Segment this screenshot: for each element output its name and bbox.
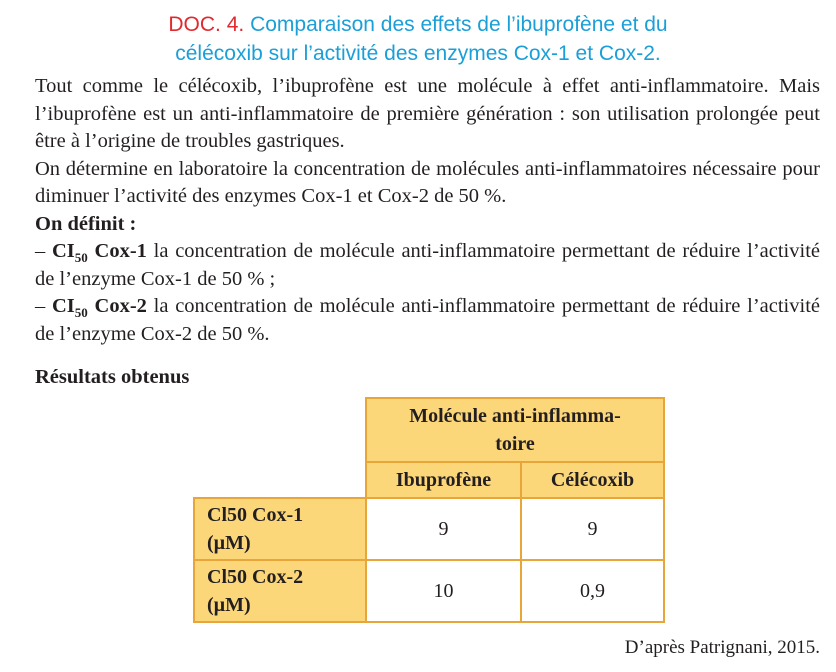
table-header-row [194,398,664,462]
document-title [0,10,836,68]
intro-paragraph-2: On détermine en laboratoire la concentration de molécules anti-inflammatoires nécessaire pour diminuer l’activité des enzymes Cox-1 et Cox-2 de 50 %. [35,157,820,207]
empty-corner-cell [194,462,366,498]
term-prefix: CI [52,295,75,317]
definition-dash: – [35,240,52,262]
term-suffix: Cox-1 [87,240,147,262]
definition-term [52,295,147,321]
empty-corner-cell [194,398,366,462]
column-header-celecoxib: Célécoxib [521,462,664,498]
intro-paragraph-1: Tout comme le célécoxib, l’ibuprofène est une molécule à effet anti-inflammatoire. Mais l’ibuprofène est un anti-inflammatoire de première génération : son utilisation prolongée peut être à l’origine de troubles gastriques. [35,75,820,152]
row-header-cox2 [194,560,366,622]
title-text-2: célécoxib sur l’activité des enzymes Cox-1 et Cox-2. [175,42,661,65]
definition-text: la concentration de molécule anti-inflammatoire permettant de réduire l’activité de l’enzyme Cox-1 de 50 % ; [35,240,820,290]
definition-item [35,293,820,348]
column-header-ibuprofene: Ibuprofène [366,462,521,498]
row-header-cox1 [194,498,366,560]
definition-dash: – [35,295,52,317]
doc-label: DOC. 4. [168,13,245,36]
term-prefix: CI [52,240,75,262]
term-subscript: 50 [74,250,88,266]
table-cell: 0,9 [521,560,664,622]
table-row [194,498,664,560]
results-table [193,397,665,623]
table-cell: 10 [366,560,521,622]
group-header-text: Molécule anti-inflamma-toire [409,405,621,455]
document-body [35,73,820,348]
title-text-1: Comparaison des effets de l’ibuprofène et du [250,13,668,36]
definition-text: la concentration de molécule anti-inflammatoire permettant de réduire l’activité de l’enzyme Cox-2 de 50 %. [35,295,820,345]
table-subheader-row [194,462,664,498]
term-subscript: 50 [74,305,88,321]
row-header-text: Cl50 Cox-2 (µM) [207,566,304,616]
results-heading: Résultats obtenus [35,366,190,388]
group-header-cell [366,398,664,462]
term-suffix: Cox-2 [87,295,147,317]
table-cell: 9 [521,498,664,560]
row-header-text: Cl50 Cox-1 (µM) [207,504,304,554]
definitions-heading: On définit : [35,212,137,235]
title-line-1 [0,10,836,39]
table-cell: 9 [366,498,521,560]
table-row [194,560,664,622]
definition-term [52,240,147,266]
source-citation: D’après Patrignani, 2015. [624,637,820,658]
definition-item [35,238,820,293]
